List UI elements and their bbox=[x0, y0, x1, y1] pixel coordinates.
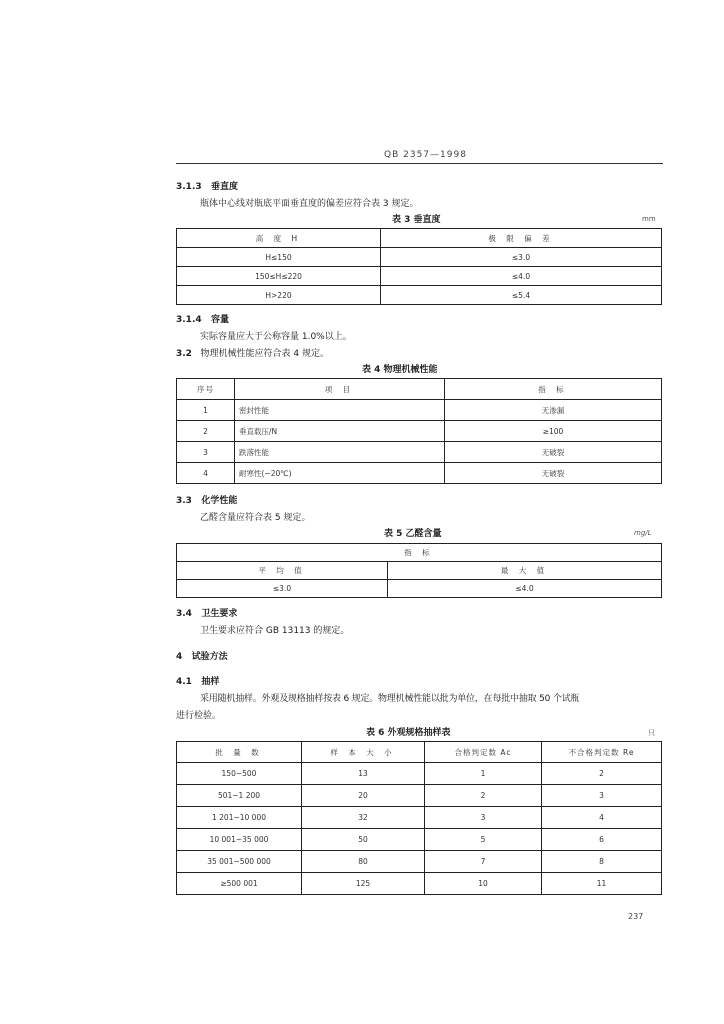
table-cell: 2 bbox=[425, 785, 542, 807]
table-3-verticality bbox=[176, 228, 662, 305]
table-3-caption: 表 3 垂直度 bbox=[392, 215, 441, 225]
section-3-1-4-heading bbox=[176, 312, 229, 325]
table-row bbox=[177, 463, 662, 484]
table-cell: 1 201~10 000 bbox=[177, 807, 302, 829]
table-cell: 150~500 bbox=[177, 763, 302, 785]
table-cell: 1 bbox=[425, 763, 542, 785]
section-title: 卫生要求 bbox=[201, 609, 238, 619]
table-cell: H>220 bbox=[177, 286, 381, 305]
page-number: 237 bbox=[628, 912, 644, 921]
section-3-4-heading bbox=[176, 606, 237, 619]
table-cell: H≤150 bbox=[177, 248, 381, 267]
section-title: 容量 bbox=[211, 315, 230, 325]
table-row bbox=[177, 580, 662, 598]
table-row bbox=[177, 851, 662, 873]
table-row bbox=[177, 400, 662, 421]
section-4-1-text-line2: 进行检验。 bbox=[176, 711, 222, 721]
table-cell: 11 bbox=[542, 873, 662, 895]
section-3-3-text: 乙醛含量应符合表 5 规定。 bbox=[200, 513, 311, 523]
table-cell: 无渗漏 bbox=[445, 400, 662, 421]
table-row bbox=[177, 785, 662, 807]
table-cell: ≤4.0 bbox=[381, 267, 662, 286]
table-6-sampling bbox=[176, 741, 662, 895]
section-3-1-3-heading bbox=[176, 179, 238, 192]
table-cell: ≤3.0 bbox=[177, 580, 388, 598]
table-row bbox=[177, 829, 662, 851]
section-4-1-text-line1: 采用随机抽样。外观及规格抽样按表 6 规定。物理机械性能以批为单位，在每批中抽取 50 个试瓶 bbox=[200, 694, 580, 704]
table-cell: 无破裂 bbox=[445, 463, 662, 484]
section-4-heading bbox=[176, 649, 228, 662]
section-title: 抽样 bbox=[201, 677, 220, 687]
table-cell: ≤5.4 bbox=[381, 286, 662, 305]
section-number: 3.2 bbox=[176, 349, 192, 359]
table-cell: 3 bbox=[542, 785, 662, 807]
table-cell: 125 bbox=[302, 873, 425, 895]
section-number: 4 bbox=[176, 652, 183, 662]
section-number: 4.1 bbox=[176, 677, 192, 687]
section-number: 3.1.3 bbox=[176, 182, 202, 192]
table-cell: 50 bbox=[302, 829, 425, 851]
table-header: 平 均 值 bbox=[177, 562, 388, 580]
section-3-4-text: 卫生要求应符合 GB 13113 的规定。 bbox=[200, 626, 350, 636]
table-cell: 501~1 200 bbox=[177, 785, 302, 807]
table-6-caption: 表 6 外观规格抽样表 bbox=[366, 728, 451, 738]
table-row bbox=[177, 267, 662, 286]
table-cell: 2 bbox=[542, 763, 662, 785]
table-header: 最 大 值 bbox=[388, 562, 662, 580]
table-row bbox=[177, 873, 662, 895]
section-3-1-3-text: 瓶体中心线对瓶底平面垂直度的偏差应符合表 3 规定。 bbox=[200, 199, 419, 209]
table-header: 项 目 bbox=[235, 379, 445, 400]
table-cell: 32 bbox=[302, 807, 425, 829]
section-number: 3.1.4 bbox=[176, 315, 202, 325]
table-cell: ≥100 bbox=[445, 421, 662, 442]
table-header: 序号 bbox=[177, 379, 235, 400]
table-5-acetaldehyde bbox=[176, 543, 662, 598]
table-header: 高 度 H bbox=[177, 229, 381, 248]
table-cell: 5 bbox=[425, 829, 542, 851]
table-cell: 3 bbox=[425, 807, 542, 829]
section-3-1-4-text: 实际容量应大于公称容量 1.0%以上。 bbox=[200, 332, 352, 342]
table-header: 极 限 偏 差 bbox=[381, 229, 662, 248]
section-text: 物理机械性能应符合表 4 规定。 bbox=[200, 349, 329, 359]
table-cell: 10 001~35 000 bbox=[177, 829, 302, 851]
table-cell: 10 bbox=[425, 873, 542, 895]
table-cell: 20 bbox=[302, 785, 425, 807]
section-number: 3.3 bbox=[176, 496, 192, 506]
standard-header: QB 2357—1998 bbox=[384, 150, 467, 160]
section-number: 3.4 bbox=[176, 609, 192, 619]
table-cell: 4 bbox=[542, 807, 662, 829]
section-title: 垂直度 bbox=[211, 182, 239, 192]
table-cell: 耐寒性(−20℃) bbox=[235, 463, 445, 484]
table-cell: 无破裂 bbox=[445, 442, 662, 463]
table-header: 合格判定数 Ac bbox=[425, 742, 542, 763]
table-cell: ≥500 001 bbox=[177, 873, 302, 895]
table-header: 不合格判定数 Re bbox=[542, 742, 662, 763]
table-cell: 7 bbox=[425, 851, 542, 873]
table-3-unit: mm bbox=[642, 215, 656, 223]
table-cell: 2 bbox=[177, 421, 235, 442]
table-row bbox=[177, 248, 662, 267]
table-row bbox=[177, 763, 662, 785]
header-rule bbox=[176, 163, 663, 164]
table-cell: 1 bbox=[177, 400, 235, 421]
table-cell: 垂直载压/N bbox=[235, 421, 445, 442]
table-cell: 3 bbox=[177, 442, 235, 463]
section-3-3-heading bbox=[176, 493, 237, 506]
table-cell: ≤4.0 bbox=[388, 580, 662, 598]
table-cell: 13 bbox=[302, 763, 425, 785]
section-title: 试验方法 bbox=[191, 652, 228, 662]
section-3-2-heading bbox=[176, 346, 329, 359]
table-cell: 跌落性能 bbox=[235, 442, 445, 463]
table-header: 批 量 数 bbox=[177, 742, 302, 763]
table-row bbox=[177, 421, 662, 442]
section-title: 化学性能 bbox=[201, 496, 238, 506]
table-cell: 4 bbox=[177, 463, 235, 484]
table-cell: 8 bbox=[542, 851, 662, 873]
table-cell: ≤3.0 bbox=[381, 248, 662, 267]
table-row bbox=[177, 442, 662, 463]
table-5-caption: 表 5 乙醛含量 bbox=[384, 529, 442, 539]
table-header: 样 本 大 小 bbox=[302, 742, 425, 763]
table-5-unit: mg/L bbox=[634, 529, 652, 537]
table-cell: 80 bbox=[302, 851, 425, 873]
table-cell: 6 bbox=[542, 829, 662, 851]
table-6-unit: 只 bbox=[648, 729, 655, 737]
table-header: 指 标 bbox=[177, 544, 662, 562]
table-cell: 密封性能 bbox=[235, 400, 445, 421]
table-row bbox=[177, 286, 662, 305]
table-cell: 35 001~500 000 bbox=[177, 851, 302, 873]
table-cell: 150≤H≤220 bbox=[177, 267, 381, 286]
table-row bbox=[177, 807, 662, 829]
section-4-1-heading bbox=[176, 674, 219, 687]
table-4-caption: 表 4 物理机械性能 bbox=[362, 365, 438, 375]
table-4-mechanical bbox=[176, 378, 662, 484]
table-header: 指 标 bbox=[445, 379, 662, 400]
